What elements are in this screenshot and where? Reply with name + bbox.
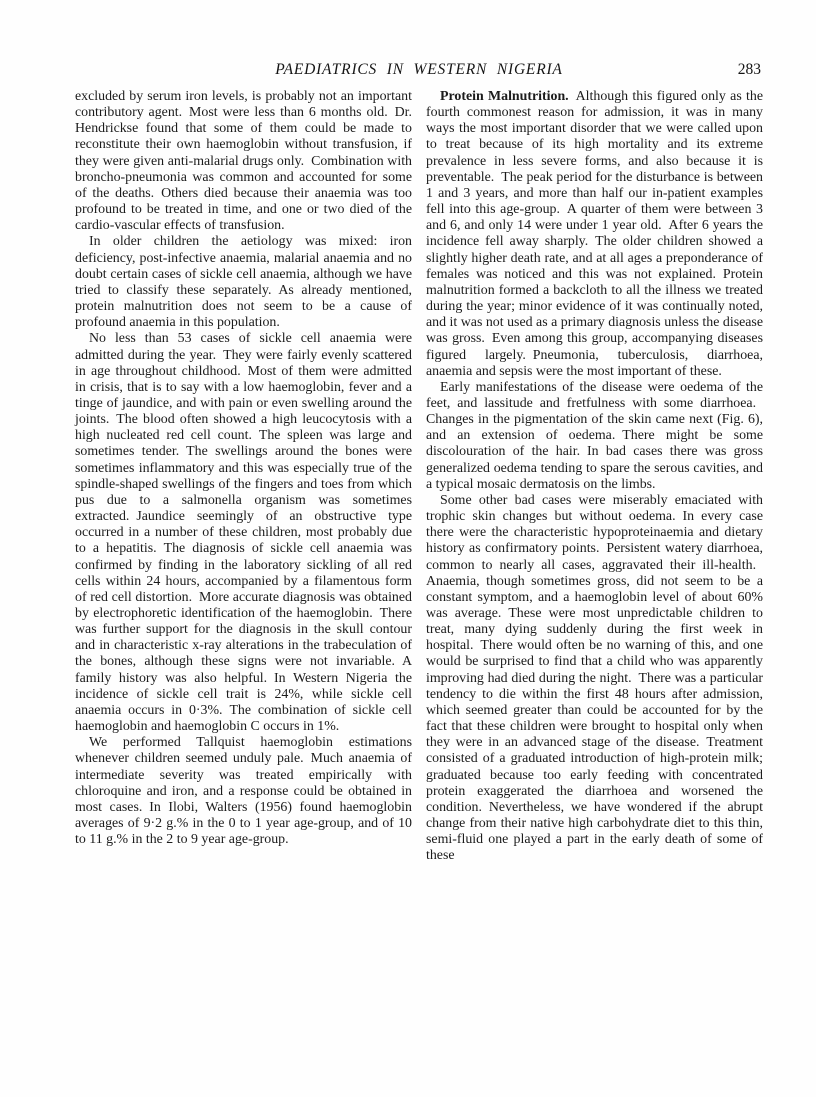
paragraph-lead: Protein Malnutrition. [440, 89, 569, 104]
text-columns [75, 89, 763, 865]
paragraph: Protein Malnutrition. Although this figured only as the fourth commonest reason for admission, it was in many ways the most important disorder that we were called upon to treat because of its high mortality and its extreme prevalence in less severe forms, and also because it is preventable. The peak period for the disturbance is between 1 and 3 years, and more than half our in-patient examples fell into this age-group. A quarter of them were between 3 and 6, and only 14 were under 1 year old. After 6 years the incidence fell away sharply. The older children showed a slightly higher death rate, and at all ages a preponderance of females was noticed and this was not explained. Protein malnutrition formed a backcloth to all the illness we treated during the year; minor evidence of it was continually noted, and it was not used as a primary diagnosis unless the disease was gross. Even among this group, accompanying diseases figured largely. Pneumonia, tuberculosis, diarrhoea, anaemia and sepsis were the most important of these. [426, 89, 763, 379]
column-left [75, 89, 412, 865]
column-right [426, 89, 763, 865]
paragraph: Early manifestations of the disease were oedema of the feet, and lassitude and fretfulness with some diarrhoea. Changes in the pigmentation of the skin came next (Fig. 6), and an extension of oedema. There might be some discolouration of the hair. In bad cases there was gross generalized oedema tending to spare the serous cavities, and a typical mosaic dermatosis on the limbs. [426, 379, 763, 492]
paragraph: We performed Tallquist haemoglobin estimations whenever children seemed unduly pale. Much anaemia of intermediate severity was treated empirically with chloroquine and iron, and a response could be obtained in most cases. In Ilobi, Walters (1956) found haemoglobin averages of 9·2 g.% in the 0 to 1 year age-group, and of 10 to 11 g.% in the 2 to 9 year age-group. [75, 735, 412, 848]
page-number: 283 [737, 61, 761, 78]
paragraph: In older children the aetiology was mixed: iron deficiency, post-infective anaemia, malarial anaemia and no doubt certain cases of sickle cell anaemia, although we have tried to classify these separately. As already mentioned, protein malnutrition does not seem to be a cause of profound anaemia in this population. [75, 234, 412, 331]
page-header [75, 61, 763, 81]
running-head: PAEDIATRICS IN WESTERN NIGERIA [275, 61, 563, 78]
paragraph: No less than 53 cases of sickle cell anaemia were admitted during the year. They were fairly evenly scattered in age throughout childhood. Most of them were admitted in crisis, that is to say with a low haemoglobin, fever and a tinge of jaundice, and with pain or even swelling around the joints. The blood often showed a high leucocytosis with a high nucleated red cell count. The spleen was large and sometimes tender. The swellings around the bones were sometimes inflammatory and this was especially true of the spindle-shaped swellings of the fingers and toes from which pus due to a salmonella organism was sometimes extracted. Jaundice seemingly of an obstructive type occurred in a number of these children, most probably due to a hepatitis. The diagnosis of sickle cell anaemia was confirmed by finding in the laboratory sickling of all red cells within 24 hours, accompanied by a filamentous form of red cell distortion. More accurate diagnosis was obtained by electrophoretic identification of the haemoglobin. There was further support for the diagnosis in the skull contour and in characteristic x-ray alterations in the trabeculation of the bones, although these signs were not invariable. A family history was also helpful. In Western Nigeria the incidence of sickle cell trait is 24%, while sickle cell anaemia occurs in 0·3%. The combination of sickle cell haemoglobin and haemoglobin C occurs in 1%. [75, 331, 412, 735]
paragraph: Some other bad cases were miserably emaciated with trophic skin changes but without oedema. In every case there were the characteristic hypoproteinaemia and dietary history as confirmatory points. Persistent watery diarrhoea, common to nearly all cases, aggravated their ill-health. Anaemia, though sometimes gross, did not seem to be a constant symptom, and a haemoglobin level of about 60% was average. These were most unpredictable children to treat, many dying suddenly during the first week in hospital. There would often be no warning of this, and one would be surprised to find that a child who was apparently improving had died during the night. There was a particular tendency to die within the first 48 hours after admission, which seemed greater than could be accounted for by the fact that these children were brought to hospital only when they were in an advanced stage of the disease. Treatment consisted of a graduated introduction of high-protein milk; graduated because too early feeding with concentrated protein exaggerated the diarrhoea and worsened the condition. Nevertheless, we have wondered if the abrupt change from their native high carbohydrate diet to this thin, semi-fluid one played a part in the early death of some of these [426, 492, 763, 864]
paragraph: excluded by serum iron levels, is probably not an important contributory agent. Most were less than 6 months old. Dr. Hendrickse found that some of them could be made to reconstitute their own haemoglobin without transfusion, if they were given anti-malarial drugs only. Combination with broncho-pneumonia was common and accounted for some of the deaths. Others died because their anaemia was too profound to be treated in time, and one or two died of the cardio-vascular effects of transfusion. [75, 89, 412, 234]
